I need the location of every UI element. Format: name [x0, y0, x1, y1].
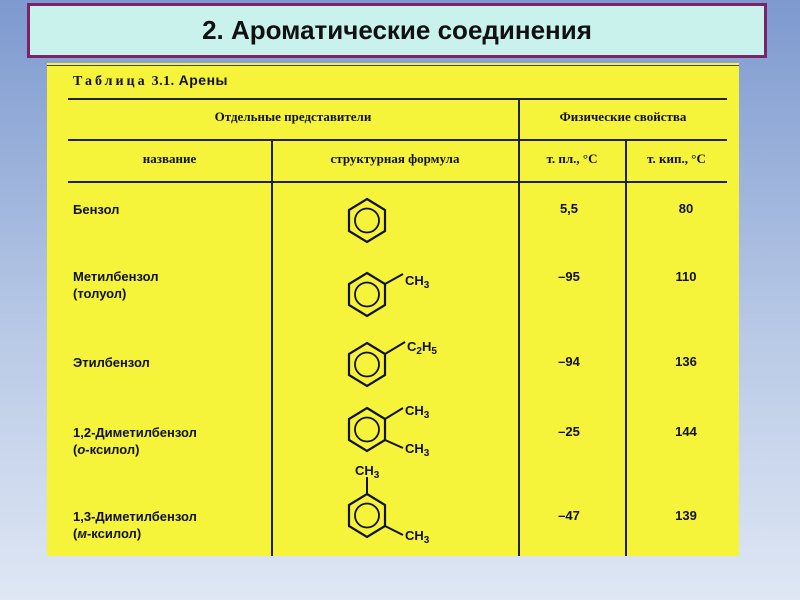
header-physical-properties: Физические свойства [559, 109, 687, 124]
row-name-benzene: Бензол [73, 202, 120, 217]
benzene-structure [349, 199, 385, 242]
boiling-point-m-xylene: 139 [675, 508, 697, 523]
slide-title: 2. Ароматические соединения [202, 15, 592, 45]
row-name-o-xylene: 1,2-Диметилбензол (о-ксилол) [73, 425, 197, 457]
caption-word: Таблица [73, 74, 148, 89]
header-representatives: Отдельные представители [214, 109, 372, 124]
boiling-point-ethylbenzene: 136 [675, 354, 697, 369]
melting-point-o-xylene: –25 [558, 424, 580, 439]
m-xylene-substituent-1-label: $CH_3$ [355, 463, 380, 481]
m-xylene-substituent-2-label: $CH_3$ [405, 528, 430, 546]
toluene-substituent-label: $CH_3$ [405, 273, 430, 291]
boiling-point-benzene: 80 [678, 201, 694, 216]
caption-number: 3.1. [151, 74, 175, 89]
melting-point-m-xylene: –47 [558, 508, 580, 523]
header-name: название [142, 151, 197, 166]
ethylbenzene-substituent-label: $C_2H_5$ [407, 339, 437, 357]
row-name-m-xylene: 1,3-Диметилбензол (м-ксилол) [73, 509, 197, 541]
header-structural-formula: структурная формула [330, 151, 460, 166]
header-boiling-point: т. кип., °С [647, 151, 706, 166]
o-xylene-substituent-1-label: $CH_3$ [405, 403, 430, 421]
boiling-point-toluene: 110 [675, 269, 697, 284]
structural-formulas [47, 63, 739, 556]
melting-point-ethylbenzene: –94 [558, 354, 580, 369]
row-name-ethylbenzene: Этилбензол [73, 355, 150, 370]
melting-point-toluene: –95 [558, 269, 580, 284]
arenes-table [47, 63, 739, 556]
boiling-point-o-xylene: 144 [675, 424, 697, 439]
caption-name: Арены [178, 72, 229, 88]
o-xylene-substituent-2-label: $CH_3$ [405, 441, 430, 459]
toluene-structure [349, 273, 430, 316]
m-xylene-structure [349, 463, 430, 546]
slide-title-box [27, 3, 767, 58]
ethylbenzene-structure [349, 339, 437, 386]
o-xylene-structure [349, 403, 430, 459]
row-name-toluene: Метилбензол (толуол) [73, 269, 159, 301]
melting-point-benzene: 5,5 [559, 201, 579, 216]
header-melting-point: т. пл., °С [546, 151, 598, 166]
